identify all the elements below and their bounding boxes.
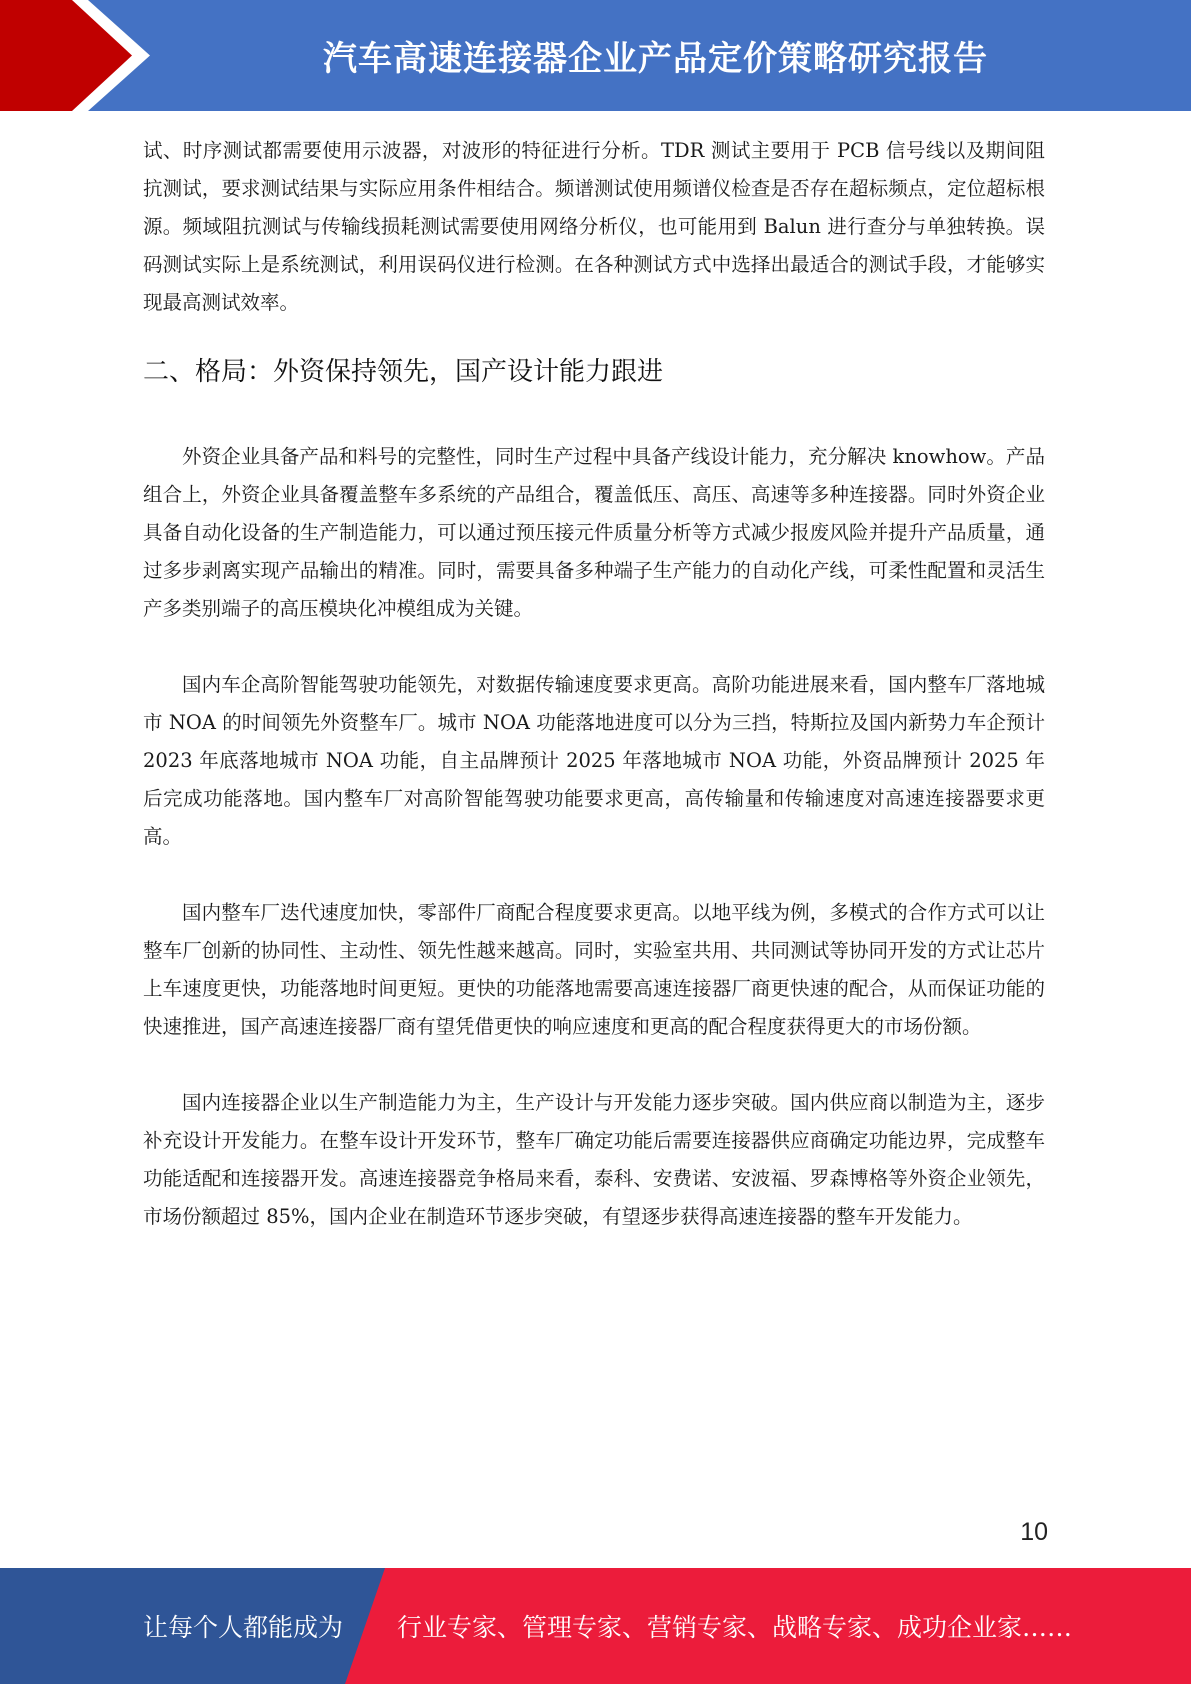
body-paragraph: 国内连接器企业以生产制造能力为主，生产设计与开发能力逐步突破。国内供应商以制造为主，逐步补充设计开发能力。在整车设计开发环节，整车厂确定功能后需要连接器供应商确定功能边界，完成整车功能适配和连接器开发。高速连接器竞争格局来看，泰科、安费诺、安波福、罗森博格等外资企业领先，市场份额超过 85%，国内企业在制造环节逐步突破，有望逐步获得高速连接器的整车开发能力。 xyxy=(143,1091,1045,1228)
header-banner xyxy=(0,0,1191,111)
header-chevron-icon xyxy=(0,0,160,111)
footer-slogan-right: 行业专家、管理专家、营销专家、战略专家、成功企业家…… xyxy=(397,1613,1073,1642)
document-body xyxy=(143,132,1045,1236)
report-title: 汽车高速连接器企业产品定价策略研究报告 xyxy=(323,39,988,79)
body-paragraph: 国内整车厂迭代速度加快，零部件厂商配合程度要求更高。以地平线为例，多模式的合作方式可以让整车厂创新的协同性、主动性、领先性越来越高。同时，实验室共用、共同测试等协同开发的方式让芯片上车速度更快，功能落地时间更短。更快的功能落地需要高速连接器厂商更快速的配合，从而保证功能的快速推进，国产高速连接器厂商有望凭借更快的响应速度和更高的配合程度获得更大的市场份额。 xyxy=(143,901,1045,1038)
body-paragraph: 国内车企高阶智能驾驶功能领先，对数据传输速度要求更高。高阶功能进展来看，国内整车厂落地城市 NOA 的时间领先外资整车厂。城市 NOA 功能落地进度可以分为三挡，特斯拉及国内新势力车企预计 2023 年底落地城市 NOA 功能，自主品牌预计 2025 年落地城市 NOA 功能，外资品牌预计 2025 年后完成功能落地。国内整车厂对高阶智能驾驶功能要求更高，高传输量和传输速度对高速连接器要求更高。 xyxy=(143,673,1045,848)
footer-banner xyxy=(0,1568,1191,1684)
intro-paragraph: 试、时序测试都需要使用示波器，对波形的特征进行分析。TDR 测试主要用于 PCB 信号线以及期间阻抗测试，要求测试结果与实际应用条件相结合。频谱测试使用频谱仪检查是否存在超标频点，定位超标根源。频域阻抗测试与传输线损耗测试需要使用网络分析仪，也可能用到 Balun 进行查分与单独转换。误码测试实际上是系统测试，利用误码仪进行检测。在各种测试方式中选择出最适合的测试手段，才能够实现最高测试效率。 xyxy=(143,139,1045,314)
section-heading: 二、格局：外资保持领先，国产设计能力跟进 xyxy=(143,357,664,387)
body-paragraph: 外资企业具备产品和料号的完整性，同时生产过程中具备产线设计能力，充分解决 knowhow。产品组合上，外资企业具备覆盖整车多系统的产品组合，覆盖低压、高压、高速等多种连接器。同时外资企业具备自动化设备的生产制造能力，可以通过预压接元件质量分析等方式减少报废风险并提升产品质量，通过多步剥离实现产品输出的精准。同时，需要具备多种端子生产能力的自动化产线，可柔性配置和灵活生产多类别端子的高压模块化冲模组成为关键。 xyxy=(143,445,1045,620)
page-number: 10 xyxy=(1020,1518,1048,1546)
footer-slogan-left: 让每个人都能成为 xyxy=(143,1613,344,1642)
